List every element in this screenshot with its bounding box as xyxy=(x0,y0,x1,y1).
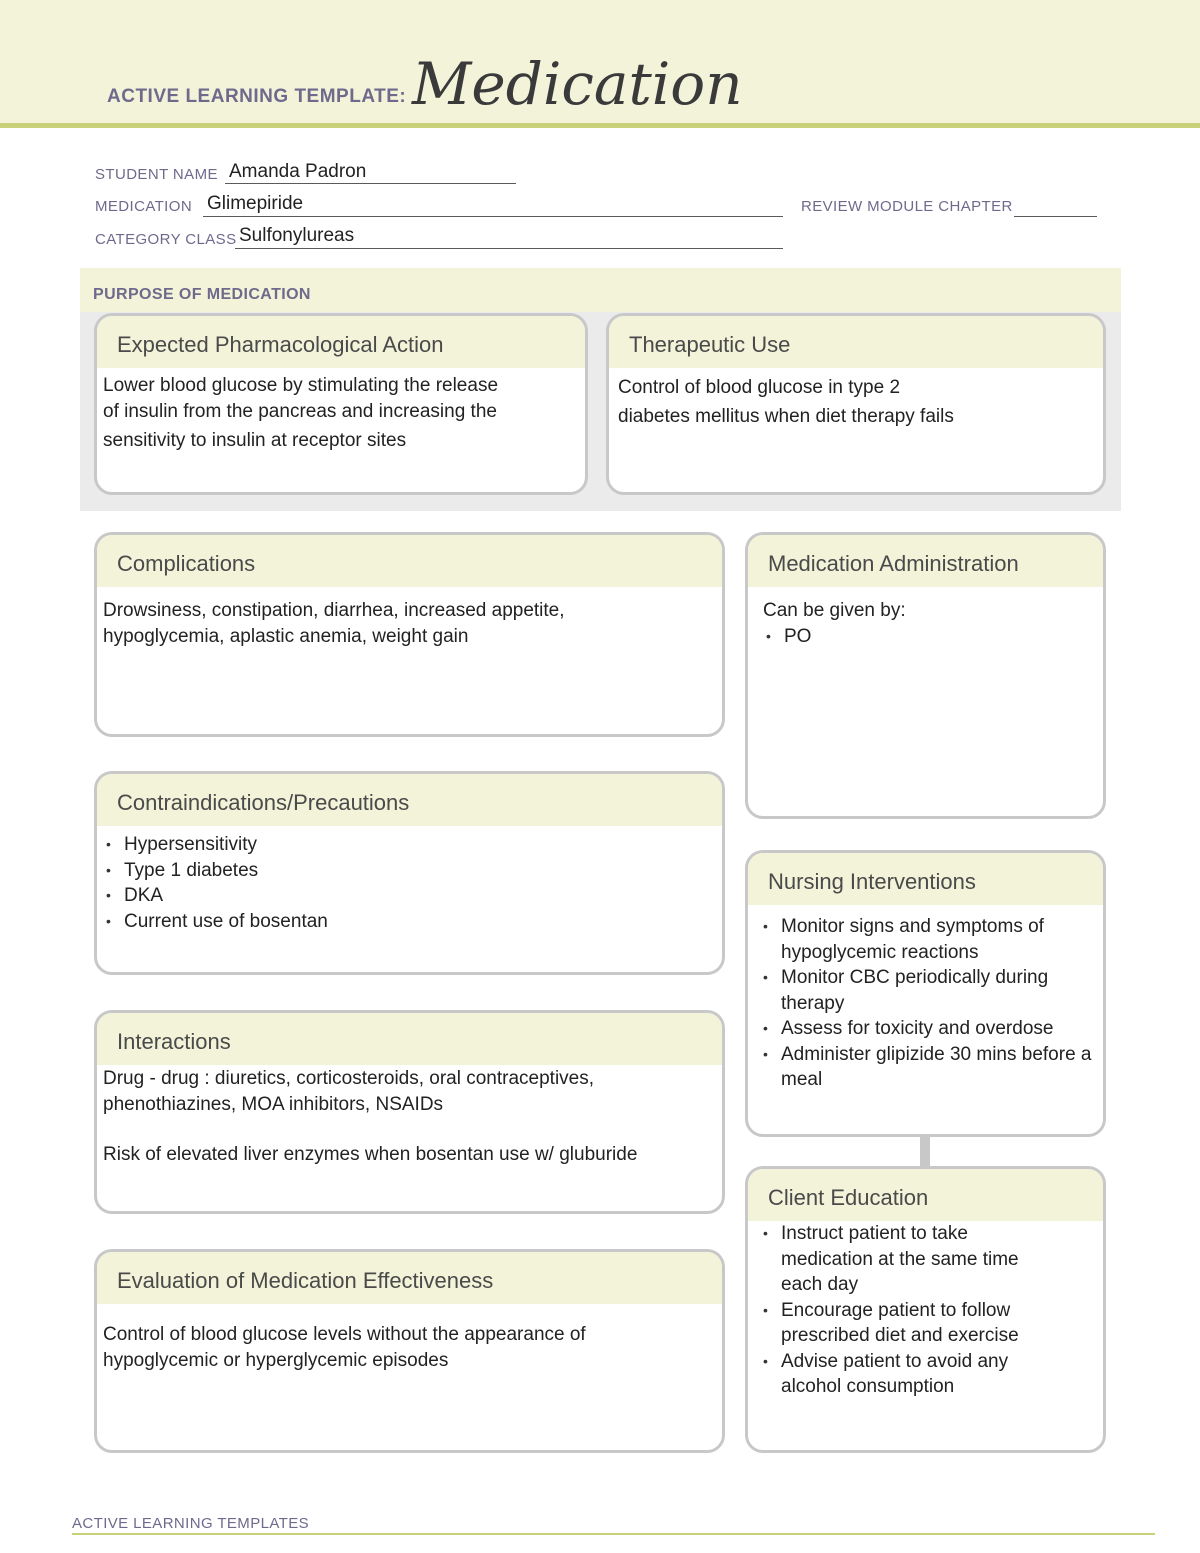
list-item: • Encourage patient to follow prescribed diet and exercise xyxy=(760,1298,1063,1349)
student-name-label: STUDENT NAME xyxy=(95,166,218,183)
therapeutic-use-line: diabetes mellitus when diet therapy fails xyxy=(618,406,954,427)
evaluation-body xyxy=(97,1304,722,1373)
category-class-value[interactable]: Sulfonylureas xyxy=(239,225,355,246)
evaluation-card xyxy=(94,1249,725,1453)
complications-title: Complications xyxy=(97,535,722,587)
template-label: ACTIVE LEARNING TEMPLATE: xyxy=(107,86,407,107)
category-class-label: CATEGORY CLASS xyxy=(95,231,237,248)
nursing-body xyxy=(748,905,1103,1093)
therapeutic-use-body xyxy=(609,368,1103,431)
medication-value[interactable]: Glimepiride xyxy=(207,193,304,214)
contraindications-card xyxy=(94,771,725,975)
therapeutic-use-card xyxy=(606,313,1106,495)
client-education-body xyxy=(748,1221,1103,1400)
expected-action-body xyxy=(97,368,585,454)
expected-action-line: Lower blood glucose by stimulating the release xyxy=(103,375,499,396)
list-item: • DKA xyxy=(103,883,716,909)
card-connector xyxy=(920,1135,930,1167)
review-module-line xyxy=(1014,216,1097,217)
evaluation-line: hypoglycemic or hyperglycemic episodes xyxy=(103,1349,449,1371)
list-item: • Administer glipizide 30 mins before a meal xyxy=(760,1042,1099,1093)
complications-line: Drowsiness, constipation, diarrhea, increased appetite, xyxy=(103,600,565,621)
interactions-line: phenothiazines, MOA inhibitors, NSAIDs xyxy=(103,1093,444,1115)
nursing-title: Nursing Interventions xyxy=(748,853,1103,905)
list-item: • Monitor signs and symptoms of hypoglycemic reactions xyxy=(760,914,1099,965)
interactions-risk: Risk of elevated liver enzymes when bosentan use w/ gluburide xyxy=(103,1144,638,1165)
nursing-card xyxy=(745,850,1106,1137)
med-admin-body xyxy=(748,587,1103,649)
therapeutic-use-title: Therapeutic Use xyxy=(609,316,1103,368)
contraindications-list xyxy=(103,832,716,934)
client-education-list xyxy=(760,1221,1063,1400)
med-admin-intro: Can be given by: xyxy=(763,600,906,621)
interactions-title: Interactions xyxy=(97,1013,722,1065)
client-education-title: Client Education xyxy=(748,1169,1103,1221)
list-item: • Monitor CBC periodically during therapy xyxy=(760,965,1099,1016)
list-item: • Assess for toxicity and overdose xyxy=(760,1016,1099,1042)
review-module-label: REVIEW MODULE CHAPTER xyxy=(801,198,1013,215)
contraindications-title: Contraindications/Precautions xyxy=(97,774,722,826)
list-item: • PO xyxy=(763,624,1097,650)
contraindications-body xyxy=(97,826,722,934)
page-title: Medication xyxy=(412,50,743,118)
student-name-value[interactable]: Amanda Padron xyxy=(229,161,367,182)
footer-label: ACTIVE LEARNING TEMPLATES xyxy=(72,1515,309,1532)
evaluation-title: Evaluation of Medication Effectiveness xyxy=(97,1252,722,1304)
expected-action-line: sensitivity to insulin at receptor sites xyxy=(103,430,407,451)
interactions-line: Drug - drug : diuretics, corticosteroids, oral contraceptives, xyxy=(103,1068,595,1089)
complications-card xyxy=(94,532,725,737)
category-class-line xyxy=(235,248,783,249)
med-admin-title: Medication Administration xyxy=(748,535,1103,587)
expected-action-title: Expected Pharmacological Action xyxy=(97,316,585,368)
interactions-body xyxy=(97,1065,722,1168)
interactions-card xyxy=(94,1010,725,1214)
medication-line xyxy=(203,216,783,217)
evaluation-line: Control of blood glucose levels without the appearance of xyxy=(103,1324,586,1345)
therapeutic-use-line: Control of blood glucose in type 2 xyxy=(618,377,901,398)
list-item: • Current use of bosentan xyxy=(103,909,716,935)
nursing-list xyxy=(760,914,1099,1093)
med-admin-list xyxy=(763,624,1097,650)
expected-action-line: of insulin from the pancreas and increasing the xyxy=(103,400,497,422)
student-name-line xyxy=(225,183,516,184)
list-item: • Hypersensitivity xyxy=(103,832,716,858)
expected-action-card xyxy=(94,313,588,495)
list-item: • Type 1 diabetes xyxy=(103,858,716,884)
client-education-card xyxy=(745,1166,1106,1453)
med-admin-card xyxy=(745,532,1106,819)
complications-body xyxy=(97,587,722,649)
footer-divider xyxy=(72,1533,1155,1535)
medication-label: MEDICATION xyxy=(95,198,193,215)
purpose-heading: PURPOSE OF MEDICATION xyxy=(93,286,311,303)
complications-line: hypoglycemia, aplastic anemia, weight gain xyxy=(103,625,469,647)
list-item: • Instruct patient to take medication at the same time each day xyxy=(760,1221,1063,1298)
header-banner xyxy=(0,0,1200,128)
list-item: • Advise patient to avoid any alcohol consumption xyxy=(760,1349,1063,1400)
